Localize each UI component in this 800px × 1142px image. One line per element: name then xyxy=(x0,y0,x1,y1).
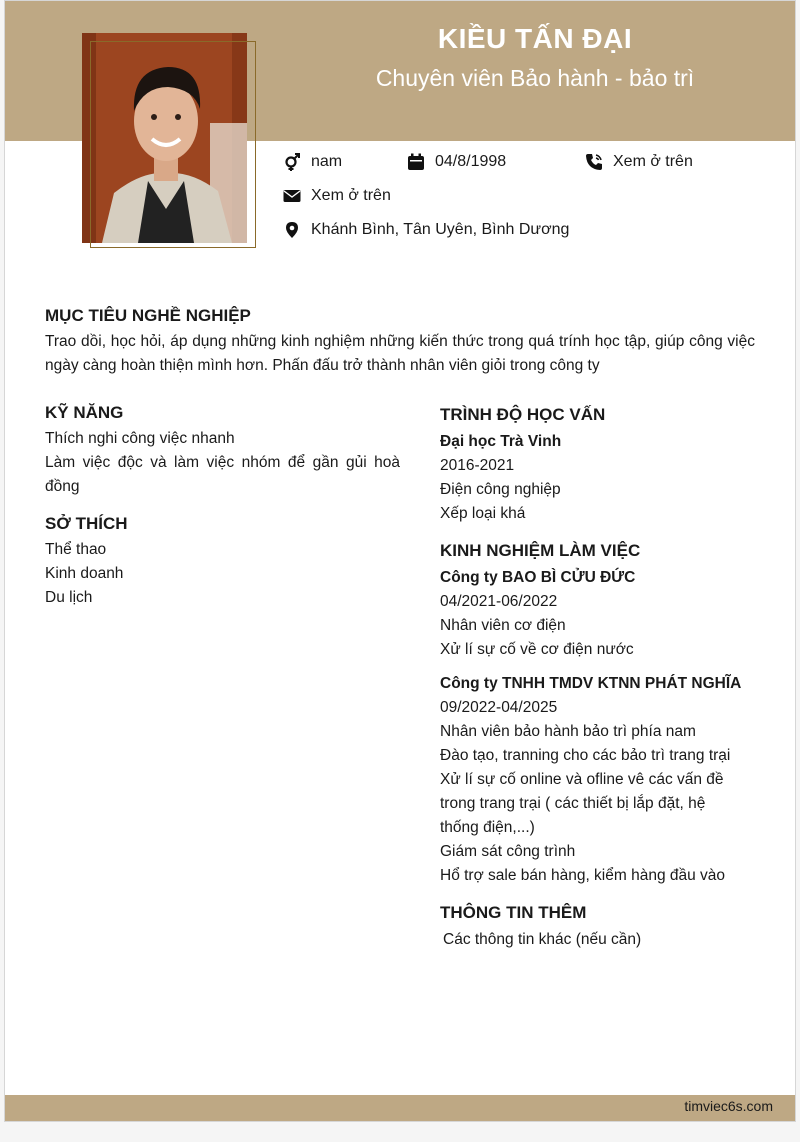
contact-phone xyxy=(585,153,693,171)
cv-page xyxy=(4,0,796,1122)
contact-gender xyxy=(283,153,342,171)
experience-title: KINH NGHIỆM LÀM VIỆC xyxy=(440,541,641,560)
calendar-icon xyxy=(407,153,425,171)
job-line: Xử lí sự cố về cơ điện nước xyxy=(440,641,634,658)
education-school: Đại học Trà Vinh xyxy=(440,433,562,450)
contact-dob xyxy=(407,153,506,171)
dob-text: 04/8/1998 xyxy=(435,153,507,170)
phone-icon xyxy=(585,153,603,171)
candidate-name: KIỀU TẤN ĐẠI xyxy=(437,23,633,54)
job-company: Công ty BAO BÌ CỬU ĐỨC xyxy=(440,569,636,586)
photo-frame xyxy=(90,41,256,248)
objective-text: Trao dồi, học hỏi, áp dụng những kinh nghiệm những kiến thức trong quá trính học tập, giúp công việc ngày càng hoàn thiện mình hơn. Phấn đấu trở thành nhân viên giỏi trong công ty xyxy=(45,333,755,374)
contact-email xyxy=(283,187,391,205)
hobbies-title: SỞ THÍCH xyxy=(45,514,128,533)
skill-item: Làm việc độc và làm việc nhóm để gần gủi hoà đồng xyxy=(45,454,400,495)
job-line: Giám sát công trình xyxy=(440,843,576,860)
job-line: Nhân viên cơ điện xyxy=(440,617,566,634)
hobby-item: Thể thao xyxy=(45,541,107,558)
contact-address xyxy=(283,221,569,239)
extra-title: THÔNG TIN THÊM xyxy=(440,903,587,922)
objective-title: MỤC TIÊU NGHỀ NGHIỆP xyxy=(45,306,251,325)
phone-text: Xem ở trên xyxy=(613,153,693,170)
map-pin-icon xyxy=(283,221,301,239)
education-period: 2016-2021 xyxy=(440,457,515,474)
skills-title: KỸ NĂNG xyxy=(45,403,124,422)
hobby-item: Du lịch xyxy=(45,589,93,606)
job-line: Nhân viên bảo hành bảo trì phía nam xyxy=(440,723,696,740)
candidate-title: Chuyên viên Bảo hành - bảo trì xyxy=(375,65,695,91)
extra-text: Các thông tin khác (nếu cần) xyxy=(443,931,642,948)
footer-site[interactable]: timviec6s.com xyxy=(684,1098,773,1114)
footer-band xyxy=(5,1095,795,1121)
address-text: Khánh Bình, Tân Uyên, Bình Dương xyxy=(311,221,570,238)
gender-text: nam xyxy=(311,153,343,170)
envelope-icon xyxy=(283,187,301,205)
job-line: Đào tạo, tranning cho các bảo trì trang trại xyxy=(440,747,731,764)
hobby-item: Kinh doanh xyxy=(45,565,124,582)
job-line: Hổ trợ sale bán hàng, kiểm hàng đầu vào xyxy=(440,867,726,884)
education-major: Điện công nghiệp xyxy=(440,481,561,498)
education-title: TRÌNH ĐỘ HỌC VẤN xyxy=(440,405,606,424)
skill-item: Thích nghi công việc nhanh xyxy=(45,430,235,447)
job-period: 09/2022-04/2025 xyxy=(440,699,558,716)
email-text: Xem ở trên xyxy=(311,187,391,204)
education-grade: Xếp loại khá xyxy=(440,505,526,522)
job-company: Công ty TNHH TMDV KTNN PHÁT NGHĨA xyxy=(440,675,742,692)
job-line: Xử lí sự cố online và ofline vê các vấn đề trong trang trại ( các thiết bị lắp đặt, hệ thống điện,...) xyxy=(440,771,724,836)
job-period: 04/2021-06/2022 xyxy=(440,593,558,610)
gender-icon xyxy=(283,153,301,171)
